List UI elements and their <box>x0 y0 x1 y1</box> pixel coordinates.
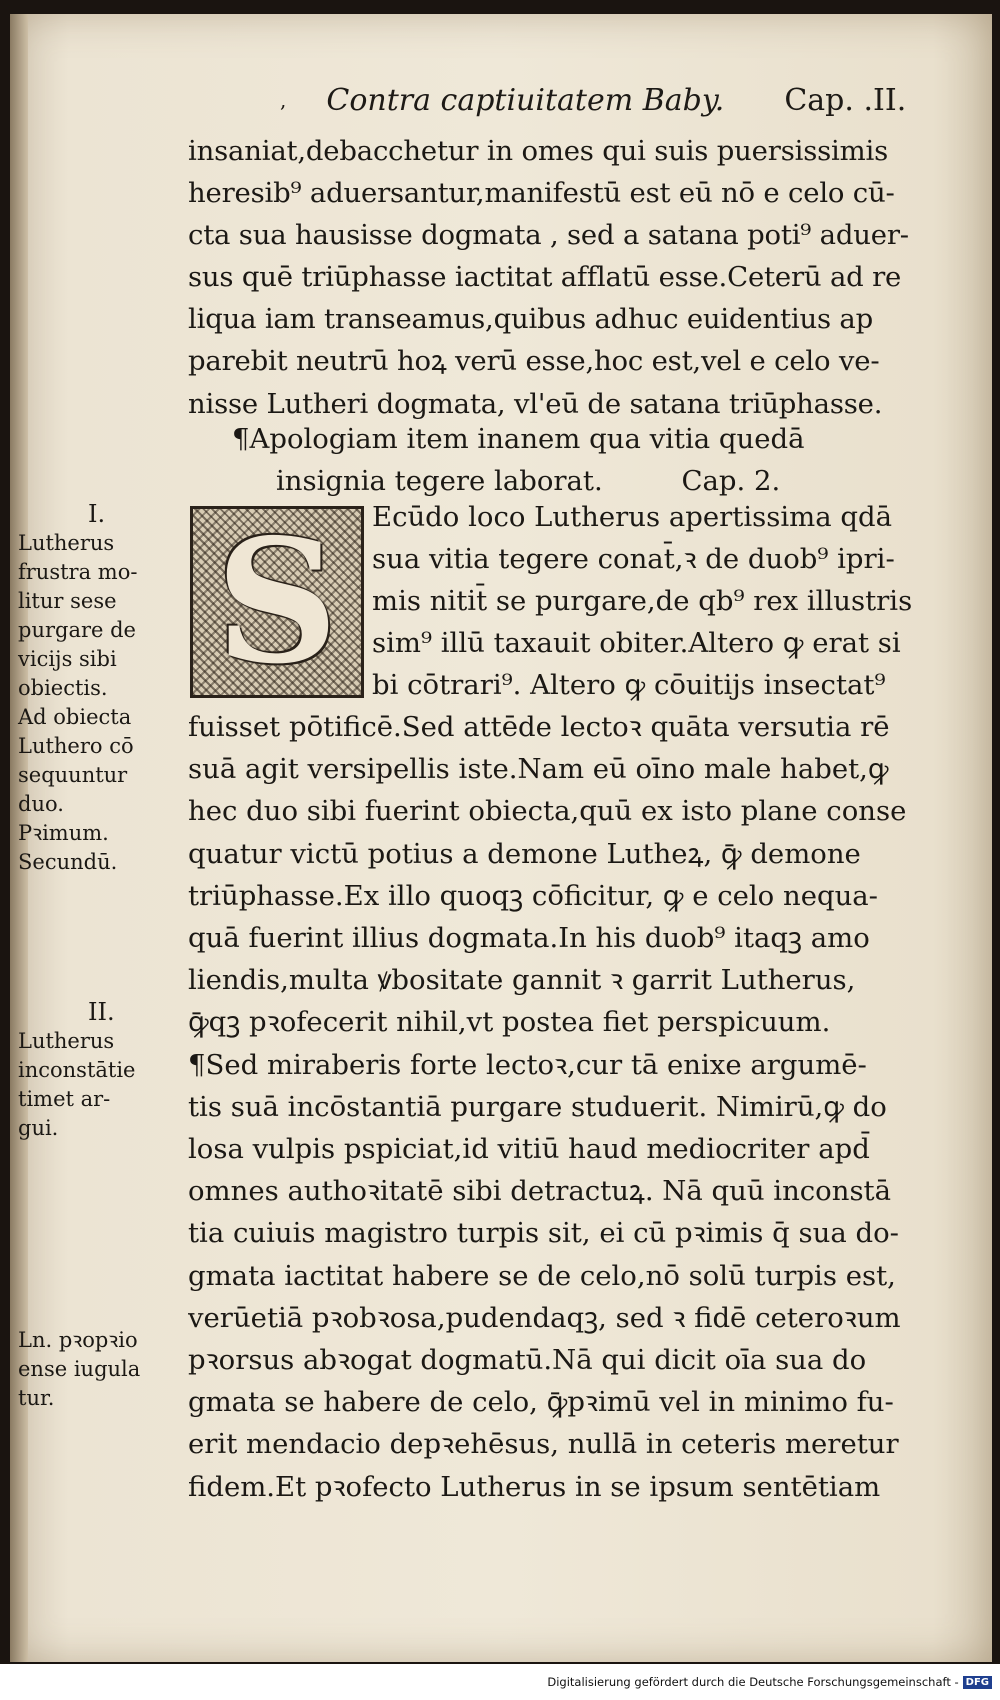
text-line: erit mendacio depꝛehēsus, nullā in ceteris meretur <box>188 1428 899 1461</box>
margin-note-line: timet ar- <box>18 1087 111 1111</box>
folio-mark: , <box>280 88 287 112</box>
margin-note-line: litur sese <box>18 589 117 613</box>
text-line: pꝛorsus abꝛogat dogmatū.Nā qui dicit oīa sua do <box>188 1344 867 1377</box>
dfg-logo: DFG <box>963 1676 992 1689</box>
text-line: liendis,multa ꝟbositate gannit ꝛ garrit Lutherus, <box>188 964 856 997</box>
chapter-label: Cap. 2. <box>681 465 781 497</box>
text-line: fidem.Et pꝛofecto Lutherus in se ipsum sentētiam <box>188 1470 881 1503</box>
margin-note-line: obiectis. <box>18 676 108 700</box>
footer-credit: Digitalisierung gefördert durch die Deutsche Forschungsgemeinschaft - <box>547 1675 959 1689</box>
text-line: sua vitia tegere conat̄,ꝛ de duob⁹ ipri- <box>372 543 895 575</box>
text-line: losa vulpis pspiciat,id vitiū haud mediocriter apd̄ <box>188 1133 870 1166</box>
margin-note-2 <box>18 998 168 1143</box>
margin-note-line: frustra mo- <box>18 560 138 584</box>
text-line: verūetiā pꝛobꝛosa,pudendaqꝫ, sed ꝛ fidē ceteroꝛum <box>188 1301 901 1334</box>
margin-note-line: Secundū. <box>18 850 118 874</box>
text-line: Ecūdo loco Lutherus apertissima qdā <box>372 501 892 533</box>
decorated-initial <box>190 502 364 702</box>
text-line: tia cuiuis magistro turpis sit, ei cū pꝛimis q̄ sua do- <box>188 1217 899 1250</box>
margin-note-line: Ln. pꝛopꝛio <box>18 1328 138 1352</box>
margin-note-3 <box>18 1326 168 1413</box>
text-line: gmata iactitat habere se de celo,nō solū turpis est, <box>188 1259 896 1292</box>
margin-note-line: gui. <box>18 1116 59 1140</box>
margin-note-line: tur. <box>18 1386 55 1410</box>
running-header <box>280 78 920 122</box>
margin-note-line: Pꝛimum. <box>18 821 109 845</box>
margin-note-line: sequuntur <box>18 763 128 787</box>
heading-line-text: insignia tegere laborat. <box>276 465 603 497</box>
text-line: omnes authoꝛitatē sibi detractuꝝ. Nā quū inconstā <box>188 1175 892 1208</box>
text-line: sus quē triūphasse iactitat afflatū esse.Ceterū ad re <box>188 261 902 294</box>
chapter-heading <box>232 418 932 502</box>
initial-paragraph <box>372 496 958 706</box>
text-line: fuisset pōtificē.Sed attēde lectoꝛ quāta versutia rē <box>188 711 890 743</box>
text-line: bi cōtrari⁹. Altero ꝙ cōuitijs insectat⁹ <box>372 669 886 701</box>
margin-note-line: duo. <box>18 792 64 816</box>
text-line: sim⁹ illū taxauit obiter.Altero ꝙ erat si <box>372 627 901 659</box>
text-line: quā fuerint illius dogmata.In his duob⁹ itaqꝫ amo <box>188 922 870 955</box>
text-line: triūphasse.Ex illo quoqꝫ cōficitur, ꝙ e celo nequa- <box>188 879 878 912</box>
digitization-footer <box>0 1664 1000 1700</box>
text-line: heresib⁹ aduersantur,manifestū est eū nō e celo cū- <box>188 177 895 210</box>
chapter-number: Cap. .II. <box>784 82 907 118</box>
margin-note-number: II. <box>88 998 115 1026</box>
text-line: hec duo sibi fuerint obiecta,quū ex isto plane conse <box>188 795 907 828</box>
margin-note-line: Ad obiecta <box>18 705 132 729</box>
text-line: ꝙ̄qꝫ pꝛofecerit nihil,vt postea fiet perspicuum. <box>188 1006 831 1039</box>
text-line: liqua iam transeamus,quibus adhuc euidentius ap <box>188 303 874 336</box>
text-line: mis nitit̄ se purgare,de qb⁹ rex illustris <box>372 585 913 617</box>
margin-note-line: vicijs sibi <box>18 647 117 671</box>
margin-note-line: Lutherus <box>18 531 115 555</box>
body-paragraph <box>188 706 958 1508</box>
margin-note-line: purgare de <box>18 618 136 642</box>
text-line: nisse Lutheri dogmata, vl'eū de satana triūphasse. <box>188 387 883 420</box>
text-line: tis suā incōstantiā purgare studuerit. Nimirū,ꝙ do <box>188 1090 887 1123</box>
text-line: gmata se habere de celo, ꝙ̄pꝛimū vel in minimo fu- <box>188 1386 894 1419</box>
text-line: quatur victū potius a demone Lutheꝝ, ꝙ̄ demone <box>188 837 861 870</box>
text-line: suā agit versipellis iste.Nam eū oīno male habet,ꝙ <box>188 753 889 786</box>
text-line: parebit neutrū hoꝝ verū esse,hoc est,vel e celo ve- <box>188 345 880 378</box>
margin-note-line: ense iugula <box>18 1357 141 1381</box>
margin-note-line: Luthero cō <box>18 734 134 758</box>
top-paragraph <box>188 130 958 425</box>
margin-note-line: Lutherus <box>18 1029 115 1053</box>
text-line: ¶Sed miraberis forte lectoꝛ,cur tā enixe argumē- <box>188 1048 867 1081</box>
initial-letter: S <box>215 502 339 702</box>
text-line: cta sua hausisse dogmata , sed a satana poti⁹ aduer- <box>188 219 909 252</box>
margin-note-number: I. <box>88 500 106 528</box>
heading-line: ¶Apologiam item inanem qua vitia quedā <box>232 423 805 455</box>
text-line: insaniat,debacchetur in omes qui suis puersissimis <box>188 135 889 167</box>
margin-note-1 <box>18 500 168 877</box>
running-title: Contra captiuitatem Baby. <box>326 82 725 118</box>
margin-note-line: inconstātie <box>18 1058 136 1082</box>
